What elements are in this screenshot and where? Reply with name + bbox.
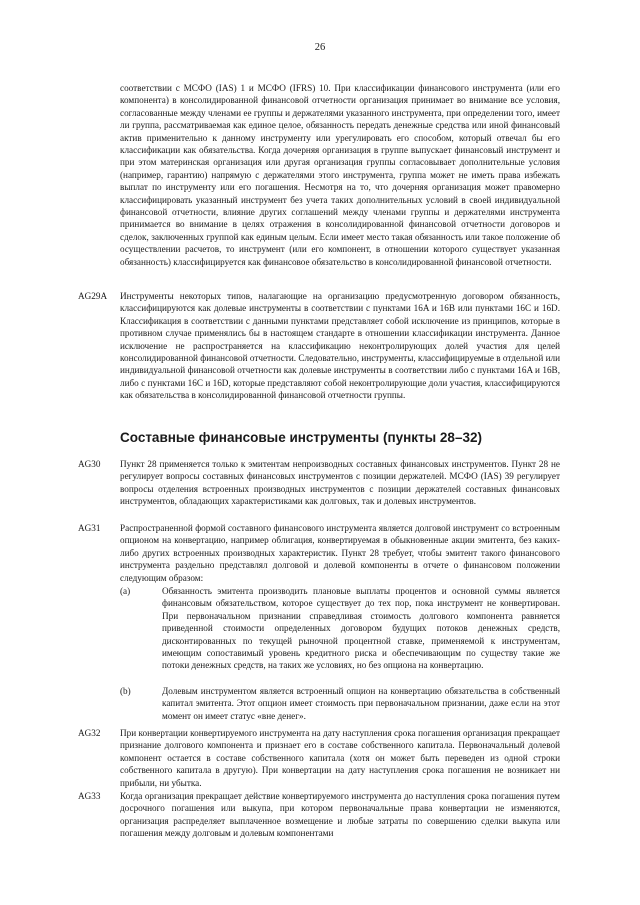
item-a: Обязанность эмитента производить плановые выплаты процентов и основной суммы является финансовым обязательством, которое существует до тех пор, пока инструмент не конвертирован. При первоначальном признании справедливая стоимость долгового компонента равняется приведенной стоимости определенных договором будущих потоков денежных средств, дисконтированных по текущей рыночной процентной ставке, применяемой к инструментам, имеющим сопоставимый уровень кредитного риска и обеспечивающим по существу такие же потоки денежных средств, на таких же условиях, но без опциона на конвертацию. xyxy=(162,586,560,671)
paragraph-label-ag30: AG30 xyxy=(78,459,101,469)
paragraph-ag32: При конвертации конвертируемого инструмента на дату наступления срока погашения организация прекращает признание долгового компонента и признает его в составе собственного капитала. Первоначальный долевой компонент остается в составе собственного капитала (хотя он может быть переведен из одной строки собственного капитала в другую). При конвертации на дату наступления срока погашения не возникает ни прибыли, ни убытка. xyxy=(120,728,560,788)
paragraph-ag30: Пункт 28 применяется только к эмитентам непроизводных составных финансовых инструментов. Пункт 28 не регулирует вопросы составных финансовых инструментов с позиции держателей. МСФО (IAS) 39 регулирует вопросы отделения встроенных производных инструментов с позиции держателей составных финансовых инструментов, обладающих характеристиками как долговых, так и долевых инструментов. xyxy=(120,459,560,507)
item-label-b: (b) xyxy=(120,686,131,696)
paragraph-label-ag29a: AG29A xyxy=(78,291,108,301)
paragraph-ag31: Распространенной формой составного финансового инструмента является долговой инструмент со встроенным опционом на конвертацию, например облигация, конвертируемая в обыкновенные акции эмитента, без каких-либо других встроенных производных характеристик. Пункт 28 требует, чтобы эмитент такого финансового инструмента раздельно представлял долговой и долевой компоненты в отчете о финансовом положении следующим образом: xyxy=(120,523,560,583)
item-label-a: (a) xyxy=(120,586,131,596)
paragraph-label-ag32: AG32 xyxy=(78,728,101,738)
paragraph-label-ag33: AG33 xyxy=(78,791,101,801)
intro-paragraph: соответствии с МСФО (IAS) 1 и МСФО (IFRS) 10. При классификации финансового инструмента (или его компонента) в консолидированной финансовой отчетности организация принимает во внимание все условия, согласованные между членами ее группы и держателями указанного инструмента, при определении того, имеет ли группа, рассматриваемая как единое целое, обязанность передать денежные средства или иной финансовый актив применительно к данному инструменту или урегулировать его способом, который отвечал бы его классификации как обязательства. Когда дочерняя организация в группе выпускает финансовый инструмент и при этом материнская организация или другая организация группы согласовывает дополнительные условия (например, гарантию) напрямую с держателями этого инструмента, группа может не иметь права избежать выплат по инструменту или его погашения. Несмотря на то, что дочерняя организация может правомерно классифицировать указанный инструмент без учета таких дополнительных условий в своей индивидуальной финансовой отчетности, влияние других соглашений между членами группы и держателями инструмента принимается во внимание в целях отражения в консолидированной финансовой отчетности договоров и сделок, заключенных группой как единым целым. Если имеет место такая обязанность или такое положение об осуществлении расчетов, то инструмент (или его компонент, в отношении которого существует указанная обязанность) классифицируется как финансовое обязательство в консолидированной финансовой отчетности. xyxy=(120,83,560,267)
paragraph-ag33: Когда организация прекращает действие конвертируемого инструмента до наступления срока погашения путем досрочного погашения или выкупа, при котором первоначальные права конвертации не изменяются, организация распределяет выплаченное возмещение и любые затраты по совершению сделки выкупа или погашения между долговым и долевым компонентами xyxy=(120,791,560,839)
section-heading: Составные финансовые инструменты (пункты 28–32) xyxy=(120,430,482,445)
paragraph-label-ag31: AG31 xyxy=(78,523,101,533)
paragraph-ag29a: Инструменты некоторых типов, налагающие на организацию предусмотренную договором обязанность, классифицируются как долевые инструменты в соответствии с пунктами 16A и 16B или пунктами 16C и 16D. Классификация в соответствии с данными пунктами представляет собой исключение из принципов, которые в противном случае применялись бы в настоящем стандарте в отношении классификации инструмента. Данное исключение не распространяется на классификацию неконтролирующих долей участия для целей консолидированной финансовой отчетности. Следовательно, инструменты, классифицируемые в отдельной или индивидуальной финансовой отчетности как долевые инструменты в соответствии либо с пунктами 16A и 16B, либо с пунктами 16C и 16D, которые представляют собой неконтролирующие доли участия, классифицируются как обязательства в консолидированной финансовой отчетности группы. xyxy=(120,291,560,401)
item-b: Долевым инструментом является встроенный опцион на конвертацию обязательства в собственный капитал эмитента. Этот опцион имеет стоимость при первоначальном признании, даже если на этот момент он имеет статус «вне денег». xyxy=(162,686,560,721)
page-number: 26 xyxy=(314,42,326,53)
